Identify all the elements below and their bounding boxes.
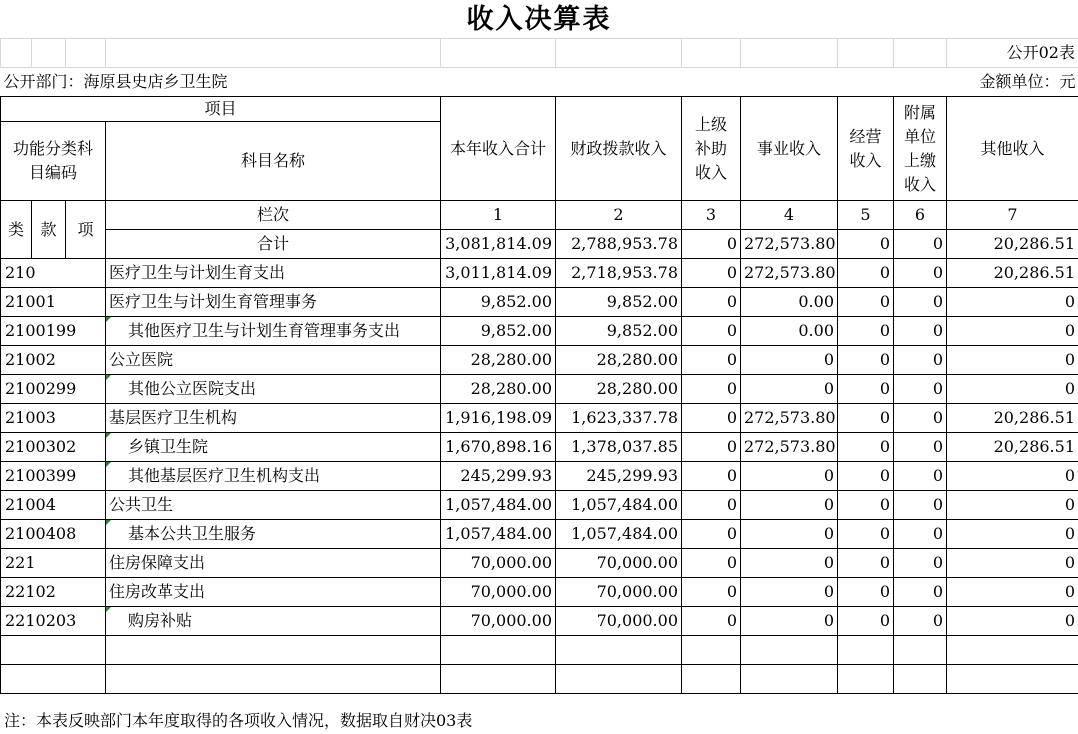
amount-cell: 1,623,337.78 xyxy=(556,404,682,433)
col-num-6: 6 xyxy=(894,201,947,230)
amount-cell: 0.00 xyxy=(741,288,838,317)
form-number-row xyxy=(1,39,1078,68)
table-row xyxy=(1,462,1078,491)
amount-cell: 0 xyxy=(682,491,741,520)
header-col-4: 事业收入 xyxy=(741,97,838,201)
function-code: 2210203 xyxy=(1,607,106,636)
amount-cell: 70,000.00 xyxy=(441,578,556,607)
amount-cell: 0 xyxy=(741,578,838,607)
subject-name: 基本公共卫生服务 xyxy=(106,520,441,549)
header-func-code: 功能分类科目编码 xyxy=(1,122,106,201)
amount-cell: 1,057,484.00 xyxy=(556,520,682,549)
amount-cell: 0 xyxy=(682,375,741,404)
function-code: 2100199 xyxy=(1,317,106,346)
amount-cell: 0 xyxy=(682,607,741,636)
header-col-5: 经营收入 xyxy=(838,97,894,201)
amount-cell: 0 xyxy=(682,346,741,375)
form-number: 公开02表 xyxy=(947,39,1078,68)
amount-cell: 0 xyxy=(947,549,1078,578)
total-value: 0 xyxy=(838,230,894,259)
department-row xyxy=(1,68,1078,97)
function-code: 2100399 xyxy=(1,462,106,491)
amount-cell: 2,718,953.78 xyxy=(556,259,682,288)
amount-cell: 9,852.00 xyxy=(441,288,556,317)
amount-cell: 0 xyxy=(741,462,838,491)
amount-cell: 0 xyxy=(741,346,838,375)
amount-cell: 0 xyxy=(894,259,947,288)
header-lanci: 栏次 xyxy=(106,201,441,230)
table-row xyxy=(1,607,1078,636)
amount-cell: 0 xyxy=(838,346,894,375)
footnote: 注：本表反映部门本年度取得的各项收入情况，数据取自财决03表 xyxy=(4,711,473,730)
amount-cell: 0 xyxy=(894,607,947,636)
amount-cell: 70,000.00 xyxy=(441,607,556,636)
total-value: 0 xyxy=(682,230,741,259)
amount-cell: 0 xyxy=(947,578,1078,607)
amount-cell: 0 xyxy=(741,607,838,636)
amount-cell: 0 xyxy=(682,404,741,433)
function-code: 2100408 xyxy=(1,520,106,549)
amount-cell: 70,000.00 xyxy=(556,607,682,636)
col-num-3: 3 xyxy=(682,201,741,230)
subject-name: 购房补贴 xyxy=(106,607,441,636)
col-num-4: 4 xyxy=(741,201,838,230)
header-lei: 类 xyxy=(1,201,32,259)
amount-cell: 0 xyxy=(682,520,741,549)
function-code: 22102 xyxy=(1,578,106,607)
amount-cell: 28,280.00 xyxy=(556,375,682,404)
amount-cell: 0 xyxy=(682,259,741,288)
amount-cell: 0 xyxy=(838,462,894,491)
total-label: 合计 xyxy=(106,230,441,259)
amount-cell: 1,670,898.16 xyxy=(441,433,556,462)
amount-cell: 0 xyxy=(894,346,947,375)
function-code: 21003 xyxy=(1,404,106,433)
function-code: 221 xyxy=(1,549,106,578)
amount-cell: 0 xyxy=(682,288,741,317)
table-row xyxy=(1,259,1078,288)
amount-cell: 0 xyxy=(838,433,894,462)
table-row xyxy=(1,375,1078,404)
amount-cell: 0 xyxy=(894,491,947,520)
amount-cell: 0 xyxy=(838,549,894,578)
amount-unit: 金额单位：元 xyxy=(979,72,1076,91)
subject-name: 公立医院 xyxy=(106,346,441,375)
subject-name: 其他基层医疗卫生机构支出 xyxy=(106,462,441,491)
amount-cell: 1,057,484.00 xyxy=(441,491,556,520)
table-row xyxy=(1,491,1078,520)
table-row xyxy=(1,317,1078,346)
header-col-6: 附属单位上缴收入 xyxy=(894,97,947,201)
header-col-1: 本年收入合计 xyxy=(441,97,556,201)
amount-cell: 3,011,814.09 xyxy=(441,259,556,288)
amount-cell: 0 xyxy=(838,578,894,607)
amount-cell: 0 xyxy=(682,462,741,491)
amount-cell: 28,280.00 xyxy=(556,346,682,375)
table-row xyxy=(1,346,1078,375)
report-title: 收入决算表 xyxy=(466,4,612,35)
table-row xyxy=(1,288,1078,317)
amount-cell: 0 xyxy=(894,549,947,578)
amount-cell: 0 xyxy=(947,375,1078,404)
total-row xyxy=(1,230,1078,259)
amount-cell: 0 xyxy=(838,375,894,404)
amount-cell: 9,852.00 xyxy=(556,288,682,317)
header-col-2: 财政拨款收入 xyxy=(556,97,682,201)
total-value: 3,081,814.09 xyxy=(441,230,556,259)
empty-row xyxy=(1,665,1078,694)
subject-name: 医疗卫生与计划生育支出 xyxy=(106,259,441,288)
amount-cell: 70,000.00 xyxy=(441,549,556,578)
amount-cell: 0 xyxy=(947,462,1078,491)
header-row-1 xyxy=(1,97,1078,122)
amount-cell: 0 xyxy=(894,462,947,491)
amount-cell: 0 xyxy=(741,491,838,520)
amount-cell: 0 xyxy=(838,259,894,288)
header-subject-name: 科目名称 xyxy=(106,122,441,201)
function-code: 21002 xyxy=(1,346,106,375)
amount-cell: 0 xyxy=(947,607,1078,636)
subject-name: 其他医疗卫生与计划生育管理事务支出 xyxy=(106,317,441,346)
amount-cell: 245,299.93 xyxy=(556,462,682,491)
total-value: 2,788,953.78 xyxy=(556,230,682,259)
subject-name: 住房改革支出 xyxy=(106,578,441,607)
amount-cell: 70,000.00 xyxy=(556,578,682,607)
amount-cell: 0 xyxy=(894,433,947,462)
amount-cell: 0 xyxy=(894,578,947,607)
amount-cell: 1,378,037.85 xyxy=(556,433,682,462)
table-row xyxy=(1,578,1078,607)
amount-cell: 0 xyxy=(947,288,1078,317)
amount-cell: 0 xyxy=(947,520,1078,549)
subject-name: 基层医疗卫生机构 xyxy=(106,404,441,433)
amount-cell: 20,286.51 xyxy=(947,259,1078,288)
header-item: 项目 xyxy=(1,97,441,122)
amount-cell: 1,057,484.00 xyxy=(556,491,682,520)
col-num-1: 1 xyxy=(441,201,556,230)
function-code: 2100302 xyxy=(1,433,106,462)
amount-cell: 9,852.00 xyxy=(441,317,556,346)
amount-cell: 0 xyxy=(682,549,741,578)
amount-cell: 28,280.00 xyxy=(441,346,556,375)
total-value: 0 xyxy=(894,230,947,259)
col-num-2: 2 xyxy=(556,201,682,230)
amount-cell: 0 xyxy=(894,520,947,549)
amount-cell: 0 xyxy=(741,375,838,404)
header-col-3: 上级补助收入 xyxy=(682,97,741,201)
function-code: 21004 xyxy=(1,491,106,520)
subject-name: 乡镇卫生院 xyxy=(106,433,441,462)
function-code: 21001 xyxy=(1,288,106,317)
col-num-7: 7 xyxy=(947,201,1078,230)
amount-cell: 0 xyxy=(894,317,947,346)
amount-cell: 20,286.51 xyxy=(947,433,1078,462)
table-row xyxy=(1,549,1078,578)
amount-cell: 0.00 xyxy=(741,317,838,346)
amount-cell: 0 xyxy=(947,346,1078,375)
header-kuan: 款 xyxy=(32,201,66,259)
total-value: 272,573.80 xyxy=(741,230,838,259)
amount-cell: 0 xyxy=(838,288,894,317)
amount-cell: 0 xyxy=(838,520,894,549)
amount-cell: 0 xyxy=(894,288,947,317)
amount-cell: 272,573.80 xyxy=(741,433,838,462)
header-xiang: 项 xyxy=(66,201,106,259)
amount-cell: 245,299.93 xyxy=(441,462,556,491)
amount-cell: 0 xyxy=(947,317,1078,346)
amount-cell: 0 xyxy=(838,404,894,433)
function-code: 210 xyxy=(1,259,106,288)
table-row xyxy=(1,520,1078,549)
amount-cell: 0 xyxy=(947,491,1078,520)
amount-cell: 9,852.00 xyxy=(556,317,682,346)
amount-cell: 272,573.80 xyxy=(741,259,838,288)
amount-cell: 0 xyxy=(741,520,838,549)
table-row xyxy=(1,404,1078,433)
amount-cell: 70,000.00 xyxy=(556,549,682,578)
subject-name: 公共卫生 xyxy=(106,491,441,520)
subject-name: 住房保障支出 xyxy=(106,549,441,578)
department-label: 公开部门：海原县史店乡卫生院 xyxy=(3,72,228,91)
subject-name: 医疗卫生与计划生育管理事务 xyxy=(106,288,441,317)
amount-cell: 0 xyxy=(838,607,894,636)
header-col-7: 其他收入 xyxy=(947,97,1078,201)
amount-cell: 0 xyxy=(682,317,741,346)
table-row xyxy=(1,433,1078,462)
function-code: 2100299 xyxy=(1,375,106,404)
amount-cell: 0 xyxy=(682,433,741,462)
total-value: 20,286.51 xyxy=(947,230,1078,259)
column-number-row xyxy=(1,201,1078,230)
amount-cell: 0 xyxy=(894,375,947,404)
amount-cell: 20,286.51 xyxy=(947,404,1078,433)
amount-cell: 28,280.00 xyxy=(441,375,556,404)
amount-cell: 1,916,198.09 xyxy=(441,404,556,433)
amount-cell: 272,573.80 xyxy=(741,404,838,433)
subject-name: 其他公立医院支出 xyxy=(106,375,441,404)
empty-row xyxy=(1,636,1078,665)
amount-cell: 0 xyxy=(741,549,838,578)
amount-cell: 0 xyxy=(682,578,741,607)
amount-cell: 0 xyxy=(894,404,947,433)
amount-cell: 1,057,484.00 xyxy=(441,520,556,549)
amount-cell: 0 xyxy=(838,491,894,520)
income-table xyxy=(0,38,1078,694)
amount-cell: 0 xyxy=(838,317,894,346)
col-num-5: 5 xyxy=(838,201,894,230)
